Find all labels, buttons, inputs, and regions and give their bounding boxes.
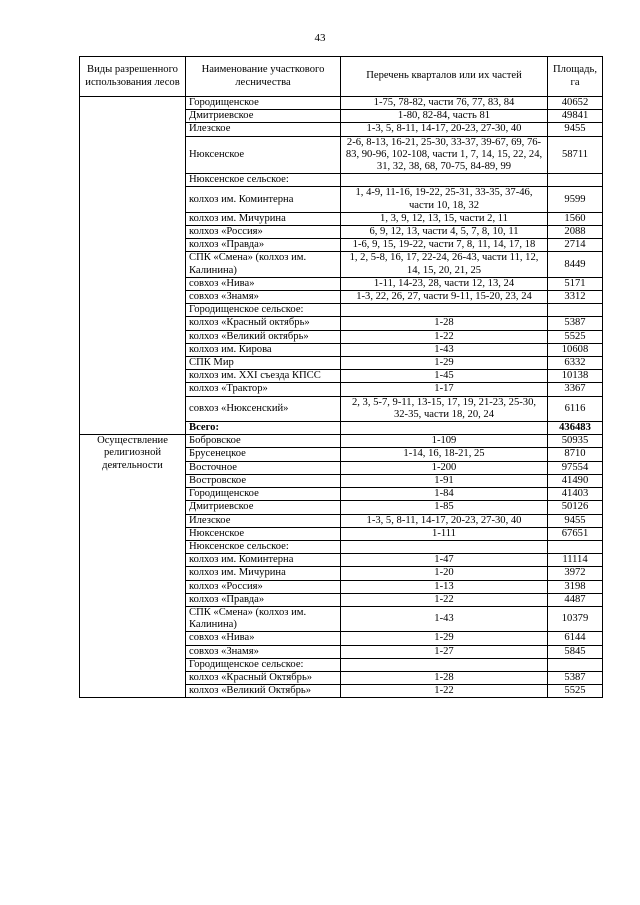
forestry-name-cell: Нюксенское сельское: [186, 174, 341, 187]
area-cell: 41490 [548, 474, 603, 487]
header-use-type: Виды разрешенного использования лесов [80, 57, 186, 97]
forestry-name-cell: Городищенское сельское: [186, 658, 341, 671]
forestry-name-cell: колхоз «Красный Октябрь» [186, 671, 341, 684]
forestry-name-cell: Востровское [186, 474, 341, 487]
forestry-name-cell: Нюксенское [186, 527, 341, 540]
quarters-cell: 1-28 [341, 671, 548, 684]
area-cell: 10379 [548, 606, 603, 631]
forestry-name-cell: колхоз «Россия» [186, 226, 341, 239]
quarters-cell [341, 304, 548, 317]
quarters-cell: 6, 9, 12, 13, части 4, 5, 7, 8, 10, 11 [341, 226, 548, 239]
forestry-name-cell: Городищенское [186, 488, 341, 501]
quarters-cell: 1-6, 9, 15, 19-22, части 7, 8, 11, 14, 17, 18 [341, 239, 548, 252]
forestry-name-cell: колхоз им. Мичурина [186, 212, 341, 225]
quarters-cell: 2-6, 8-13, 16-21, 25-30, 33-37, 39-67, 69, 76-83, 90-96, 102-108, части 1, 7, 14, 15, 22, 24, 31, 32, 38, 68, 70-75, 84-89, 99 [341, 136, 548, 174]
area-cell: 9455 [548, 123, 603, 136]
area-cell: 4487 [548, 593, 603, 606]
use-type-cell: Осуществление религиозной деятельности [80, 435, 186, 698]
area-cell: 6144 [548, 632, 603, 645]
area-cell: 2088 [548, 226, 603, 239]
area-cell: 10138 [548, 370, 603, 383]
forestry-name-cell: Дмитриевское [186, 110, 341, 123]
area-cell: 3972 [548, 567, 603, 580]
area-cell: 40652 [548, 97, 603, 110]
forestry-name-cell: СПК Мир [186, 357, 341, 370]
forestry-name-cell: колхоз «Красный октябрь» [186, 317, 341, 330]
quarters-cell: 1-109 [341, 435, 548, 448]
forestry-name-cell: Нюксенское [186, 136, 341, 174]
area-cell: 97554 [548, 461, 603, 474]
quarters-cell: 1-45 [341, 370, 548, 383]
area-cell [548, 540, 603, 553]
area-cell: 9599 [548, 187, 603, 212]
quarters-cell: 1-22 [341, 593, 548, 606]
quarters-cell: 1-85 [341, 501, 548, 514]
area-cell: 3198 [548, 580, 603, 593]
quarters-cell [341, 174, 548, 187]
quarters-cell: 1-27 [341, 645, 548, 658]
area-cell [548, 304, 603, 317]
forestry-name-cell: колхоз им. Кирова [186, 343, 341, 356]
quarters-cell: 1-111 [341, 527, 548, 540]
quarters-cell: 1-91 [341, 474, 548, 487]
area-cell: 3312 [548, 291, 603, 304]
area-cell: 5171 [548, 277, 603, 290]
forestry-name-cell: колхоз им. Мичурина [186, 567, 341, 580]
quarters-cell: 1-47 [341, 554, 548, 567]
quarters-cell [341, 540, 548, 553]
area-cell: 5845 [548, 645, 603, 658]
forestry-name-cell: Брусенецкое [186, 448, 341, 461]
quarters-cell: 1-200 [341, 461, 548, 474]
quarters-cell: 2, 3, 5-7, 9-11, 13-15, 17, 19, 21-23, 25-30, 32-35, части 18, 20, 24 [341, 396, 548, 421]
area-cell: 50935 [548, 435, 603, 448]
quarters-cell: 1, 4-9, 11-16, 19-22, 25-31, 33-35, 37-46, части 10, 18, 32 [341, 187, 548, 212]
area-cell: 41403 [548, 488, 603, 501]
forestry-name-cell: колхоз «Россия» [186, 580, 341, 593]
area-cell: 6332 [548, 357, 603, 370]
quarters-cell: 1, 3, 9, 12, 13, 15, части 2, 11 [341, 212, 548, 225]
area-cell: 11114 [548, 554, 603, 567]
forestry-name-cell: Илезское [186, 514, 341, 527]
area-cell: 67651 [548, 527, 603, 540]
area-cell: 5525 [548, 330, 603, 343]
header-quarters: Перечень кварталов или их частей [341, 57, 548, 97]
quarters-cell: 1-28 [341, 317, 548, 330]
quarters-cell: 1-29 [341, 357, 548, 370]
quarters-cell: 1-3, 22, 26, 27, части 9-11, 15-20, 23, 24 [341, 291, 548, 304]
table-row [80, 435, 603, 448]
use-type-cell [80, 97, 186, 435]
quarters-cell: 1-20 [341, 567, 548, 580]
forestry-name-cell: совхоз «Знамя» [186, 645, 341, 658]
forestry-name-cell: колхоз «Трактор» [186, 383, 341, 396]
forestry-name-cell: колхоз «Великий Октябрь» [186, 685, 341, 698]
quarters-cell: 1-75, 78-82, части 76, 77, 83, 84 [341, 97, 548, 110]
forestry-name-cell: Илезское [186, 123, 341, 136]
forestry-name-cell: Городищенское [186, 97, 341, 110]
area-cell: 5387 [548, 317, 603, 330]
area-cell: 6116 [548, 396, 603, 421]
quarters-cell: 1-22 [341, 330, 548, 343]
forestry-name-cell: СПК «Смена» (колхоз им. Калинина) [186, 606, 341, 631]
quarters-cell [341, 658, 548, 671]
area-cell: 2714 [548, 239, 603, 252]
area-cell: 8710 [548, 448, 603, 461]
forestry-name-cell: Городищенское сельское: [186, 304, 341, 317]
page-number: 43 [314, 32, 326, 44]
quarters-cell: 1-14, 16, 18-21, 25 [341, 448, 548, 461]
forestry-name-cell: Бобровское [186, 435, 341, 448]
forestry-name-cell: колхоз «Великий октябрь» [186, 330, 341, 343]
quarters-cell: 1-11, 14-23, 28, части 12, 13, 24 [341, 277, 548, 290]
quarters-cell: 1-80, 82-84, часть 81 [341, 110, 548, 123]
quarters-cell: 1-43 [341, 343, 548, 356]
area-cell [548, 174, 603, 187]
quarters-cell: 1-3, 5, 8-11, 14-17, 20-23, 27-30, 40 [341, 123, 548, 136]
forestry-name-cell: СПК «Смена» (колхоз им. Калинина) [186, 252, 341, 277]
forestry-name-cell: колхоз «Правда» [186, 239, 341, 252]
forestry-name-cell: Нюксенское сельское: [186, 540, 341, 553]
quarters-cell: 1-29 [341, 632, 548, 645]
quarters-cell: 1-17 [341, 383, 548, 396]
forestry-name-cell: колхоз «Правда» [186, 593, 341, 606]
forestry-name-cell: колхоз им. Коминтерна [186, 554, 341, 567]
area-cell: 9455 [548, 514, 603, 527]
quarters-cell: 1-84 [341, 488, 548, 501]
area-cell: 5387 [548, 671, 603, 684]
quarters-cell: 1, 2, 5-8, 16, 17, 22-24, 26-43, части 11, 12, 14, 15, 20, 21, 25 [341, 252, 548, 277]
table-row [80, 97, 603, 110]
forestry-name-cell: колхоз им. Коминтерна [186, 187, 341, 212]
quarters-cell: 1-3, 5, 8-11, 14-17, 20-23, 27-30, 40 [341, 514, 548, 527]
area-cell: 8449 [548, 252, 603, 277]
forestry-name-cell: совхоз «Знамя» [186, 291, 341, 304]
table-body [80, 97, 603, 698]
forestry-name-cell: Всего: [186, 422, 341, 435]
forestry-name-cell: Восточное [186, 461, 341, 474]
quarters-cell [341, 422, 548, 435]
area-cell: 1560 [548, 212, 603, 225]
forest-use-table [79, 56, 603, 698]
area-cell: 50126 [548, 501, 603, 514]
forestry-name-cell: совхоз «Нива» [186, 632, 341, 645]
forestry-name-cell: Дмитриевское [186, 501, 341, 514]
quarters-cell: 1-13 [341, 580, 548, 593]
header-forestry-name: Наименование участкового лесничества [186, 57, 341, 97]
area-cell: 5525 [548, 685, 603, 698]
area-cell: 10608 [548, 343, 603, 356]
area-cell: 436483 [548, 422, 603, 435]
area-cell: 49841 [548, 110, 603, 123]
forestry-name-cell: совхоз «Нюксенский» [186, 396, 341, 421]
area-cell: 58711 [548, 136, 603, 174]
quarters-cell: 1-22 [341, 685, 548, 698]
header-area: Площадь, га [548, 57, 603, 97]
area-cell: 3367 [548, 383, 603, 396]
area-cell [548, 658, 603, 671]
forestry-name-cell: совхоз «Нива» [186, 277, 341, 290]
forestry-name-cell: колхоз им. XXI съезда КПСС [186, 370, 341, 383]
quarters-cell: 1-43 [341, 606, 548, 631]
